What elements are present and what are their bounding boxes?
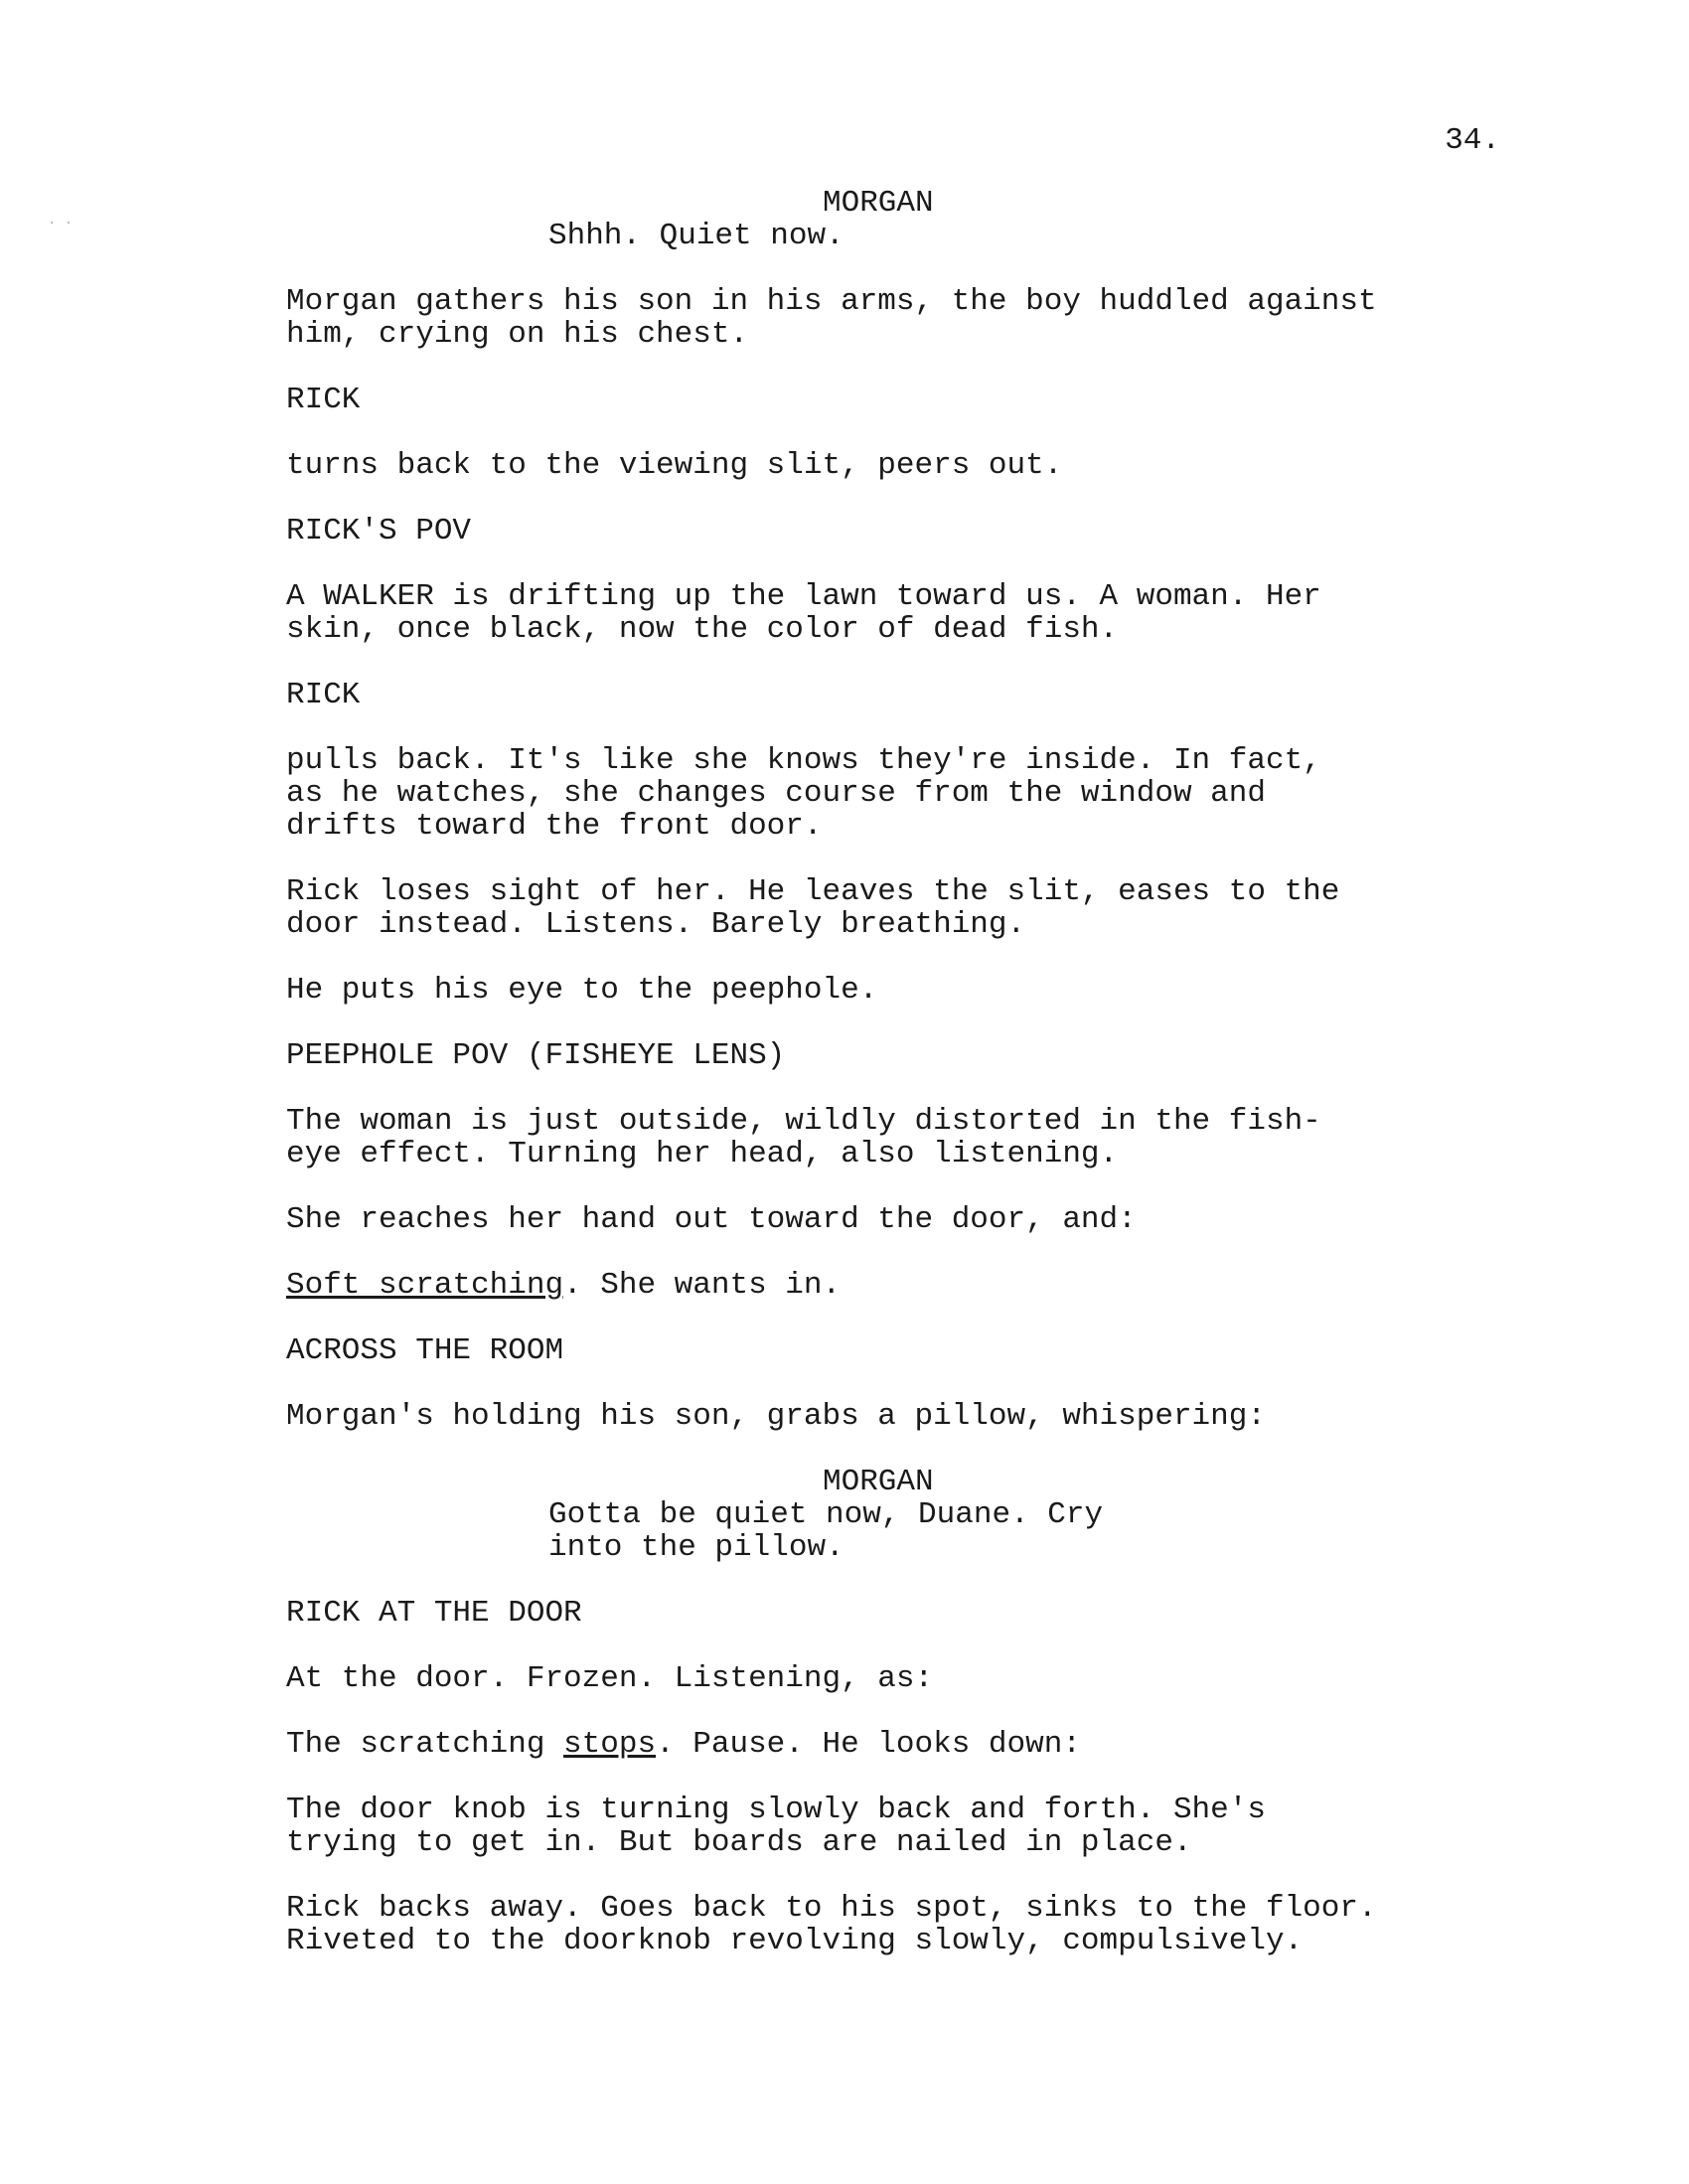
page-number: 34. [1445, 123, 1500, 158]
action-line: Rick loses sight of her. He leaves the slit, eases to the door instead. Listens. Barely breathing. [286, 874, 1340, 942]
action-line: He puts his eye to the peephole. [286, 973, 878, 1008]
scene-subheading: RICK [286, 383, 361, 417]
action-line [286, 1269, 1498, 1302]
underlined-text: stops [563, 1727, 657, 1762]
action-line: A WALKER is drifting up the lawn toward us. A woman. Her skin, once black, now the color of dead fish. [286, 579, 1321, 647]
action-line: The woman is just outside, wildly distorted in the fish- eye effect. Turning her head, also listening. [286, 1104, 1321, 1171]
action-line: Morgan gathers his son in his arms, the boy huddled against him, crying on his chest. [286, 284, 1377, 352]
scene-subheading: RICK'S POV [286, 514, 472, 548]
scene-subheading: RICK AT THE DOOR [286, 1596, 582, 1631]
action-line: At the door. Frozen. Listening, as: [286, 1661, 934, 1696]
script-body [286, 187, 1498, 1957]
dialogue: Gotta be quiet now, Duane. Cry into the pillow. [548, 1497, 1104, 1565]
action-line: She reaches her hand out toward the door, and: [286, 1202, 1137, 1237]
dialogue: Shhh. Quiet now. [548, 219, 844, 253]
action-line: Rick backs away. Goes back to his spot, sinks to the floor. Riveted to the doorknob revolving slowly, compulsively. [286, 1891, 1377, 1958]
character-cue: MORGAN [823, 1465, 934, 1499]
plain-text: The scratching [286, 1727, 564, 1762]
action-line: The door knob is turning slowly back and forth. She's trying to get in. But boards are nailed in place. [286, 1793, 1266, 1860]
action-line [286, 1728, 1498, 1761]
action-line: turns back to the viewing slit, peers out. [286, 448, 1063, 483]
scene-subheading: RICK [286, 678, 361, 712]
action-line: pulls back. It's like she knows they're inside. In fact, as he watches, she changes course from the window and drifts toward the front door. [286, 743, 1321, 844]
action-line: Morgan's holding his son, grabs a pillow, whispering: [286, 1399, 1266, 1434]
plain-text: . She wants in. [563, 1268, 842, 1303]
scene-subheading: PEEPHOLE POV (FISHEYE LENS) [286, 1038, 786, 1073]
underlined-text: Soft scratching [286, 1268, 564, 1303]
character-cue: MORGAN [823, 186, 934, 221]
plain-text: . Pause. He looks down: [656, 1727, 1081, 1762]
scene-subheading: ACROSS THE ROOM [286, 1333, 564, 1368]
scan-speck: · · [48, 216, 74, 232]
